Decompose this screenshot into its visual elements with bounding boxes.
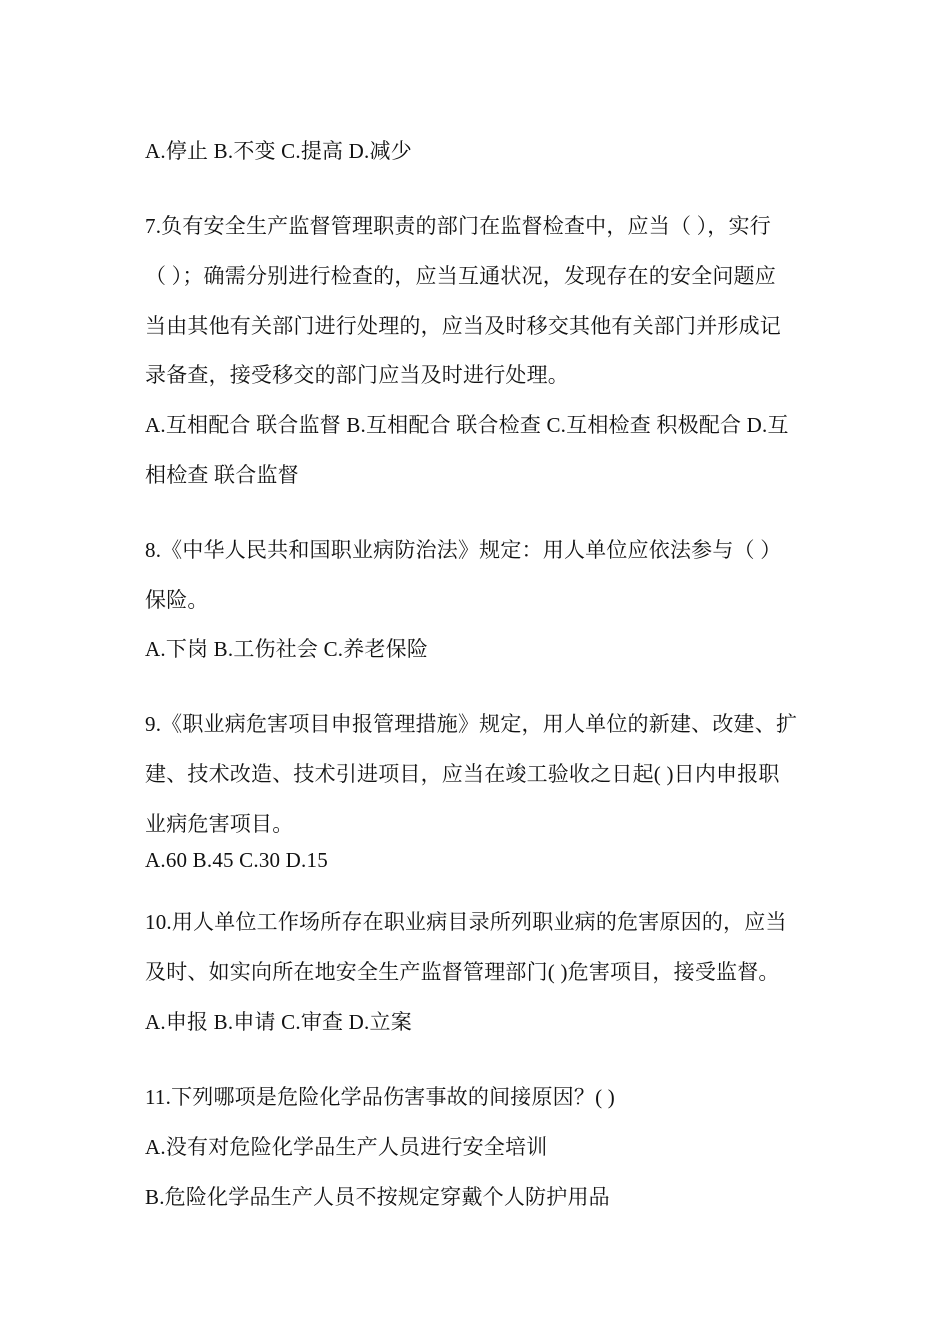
q8-stem-line-2: 保险。 xyxy=(145,588,209,612)
q9-stem-line-2: 建、技术改造、技术引进项目，应当在竣工验收之日起( )日内申报职 xyxy=(145,762,780,786)
q9-options-line-1: A.60 B.45 C.30 D.15 xyxy=(145,848,328,872)
q7-options-line-2: 相检查 联合监督 xyxy=(145,463,299,487)
q10-stem-line-2: 及时、如实向所在地安全生产监督管理部门( )危害项目，接受监督。 xyxy=(145,960,780,984)
q7-options-line-1: A.互相配合 联合监督 B.互相配合 联合检查 C.互相检查 积极配合 D.互 xyxy=(145,413,789,437)
q7-stem-line-1: 7.负有安全生产监督管理职责的部门在监督检查中，应当（ ），实行 xyxy=(145,214,771,238)
q8-stem-line-1: 8.《中华人民共和国职业病防治法》规定：用人单位应依法参与（ ） xyxy=(145,538,782,562)
q7-stem-line-2: （ ）；确需分别进行检查的，应当互通状况，发现存在的安全问题应 xyxy=(145,264,776,288)
q10-options-line-1: A.申报 B.申请 C.审查 D.立案 xyxy=(145,1010,412,1034)
q11-option-b: B.危险化学品生产人员不按规定穿戴个人防护用品 xyxy=(145,1185,610,1209)
q7-stem-line-3: 当由其他有关部门进行处理的，应当及时移交其他有关部门并形成记 xyxy=(145,314,781,338)
q10-stem-line-1: 10.用人单位工作场所存在职业病目录所列职业病的危害原因的，应当 xyxy=(145,910,787,934)
q11-stem-line-1: 11.下列哪项是危险化学品伤害事故的间接原因？( ) xyxy=(145,1085,615,1109)
q6-options-line-1: A.停止 B.不变 C.提高 D.减少 xyxy=(145,139,412,163)
q9-stem-line-3: 业病危害项目。 xyxy=(145,812,294,836)
q7-stem-line-4: 录备查，接受移交的部门应当及时进行处理。 xyxy=(145,363,569,387)
q9-stem-line-1: 9.《职业病危害项目申报管理措施》规定，用人单位的新建、改建、扩 xyxy=(145,712,798,736)
q8-options-line-1: A.下岗 B.工伤社会 C.养老保险 xyxy=(145,637,429,661)
q11-option-a: A.没有对危险化学品生产人员进行安全培训 xyxy=(145,1135,548,1159)
